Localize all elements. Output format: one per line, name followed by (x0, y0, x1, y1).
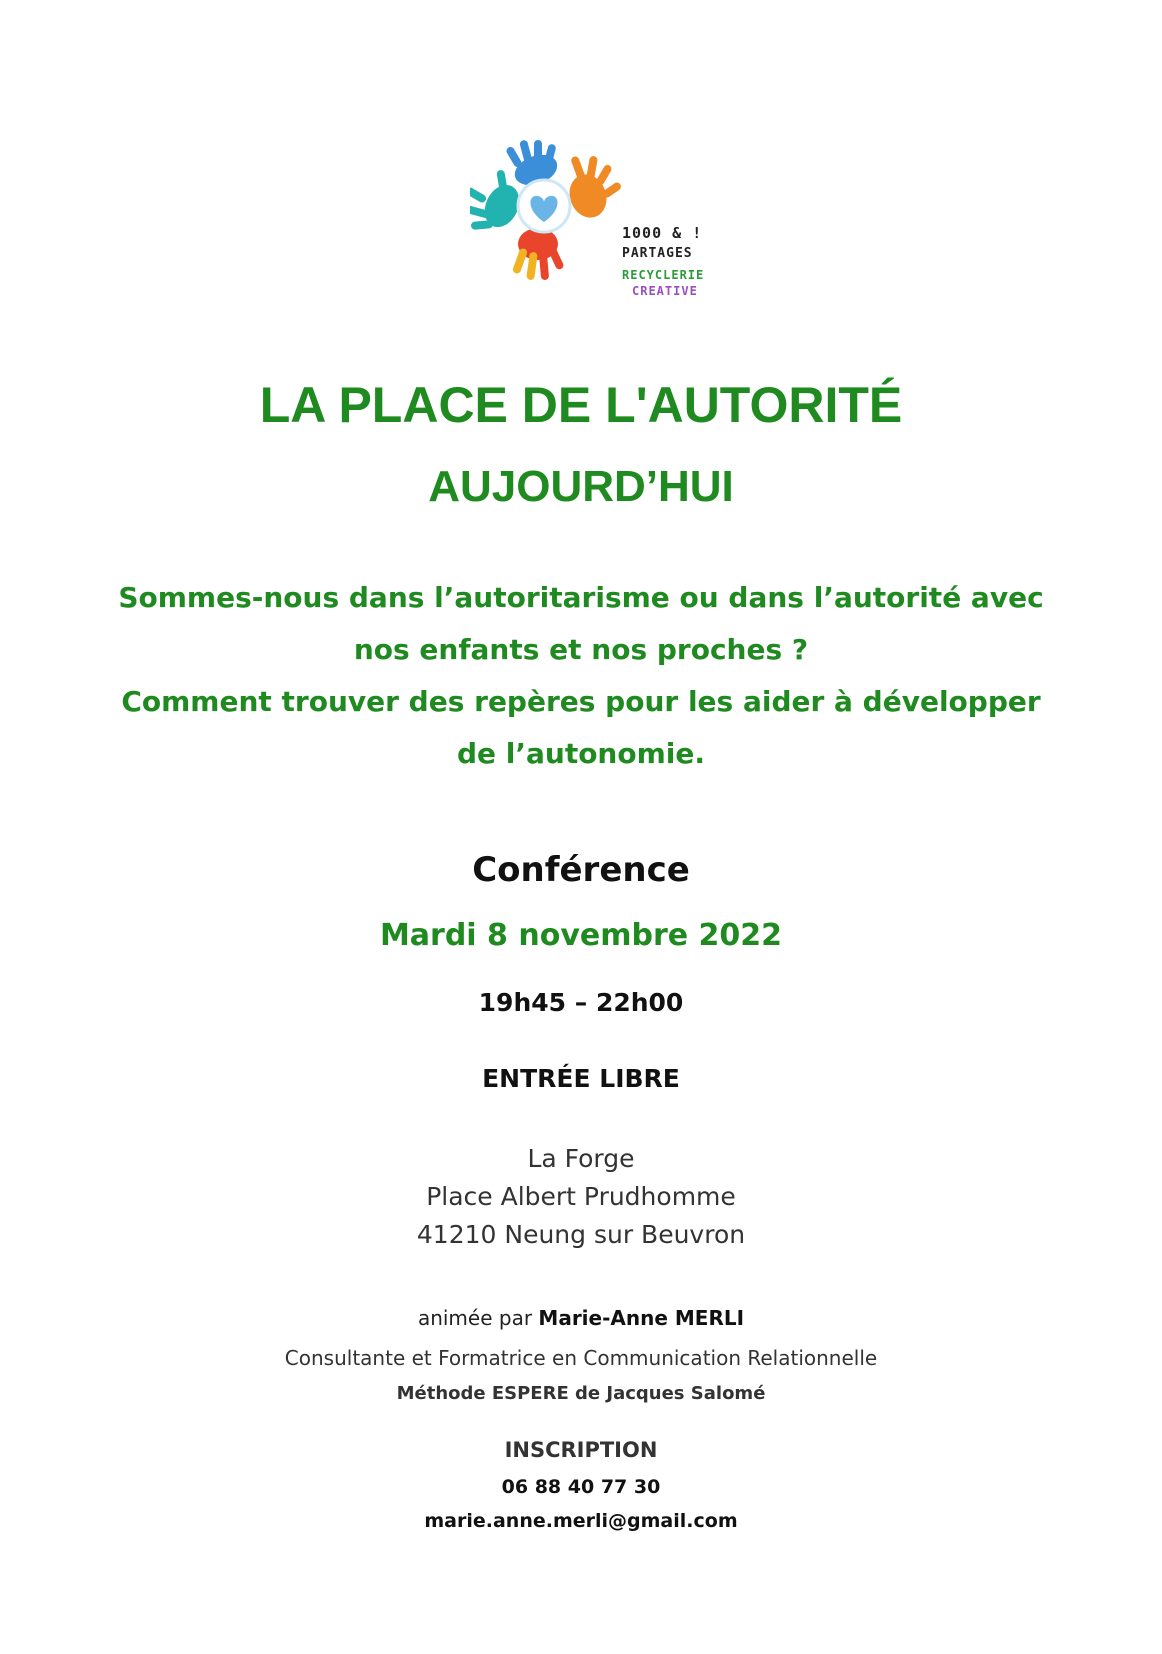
speaker-line (0, 1306, 1162, 1330)
question-line-4: de l’autonomie. (456, 737, 706, 770)
logo-line-1: 1000 & ! (622, 224, 703, 242)
address-street: Place Albert Prudhomme (426, 1182, 736, 1211)
red-hand-icon (512, 228, 565, 280)
poster-title-line-2: AUJOURD’HUI (428, 462, 734, 511)
registration-phone: 06 88 40 77 30 (501, 1476, 661, 1498)
logo-line-3: RECYCLERIE (622, 268, 705, 282)
speaker-method: Méthode ESPERE de Jacques Salomé (396, 1383, 766, 1404)
speaker-role: Consultante et Formatrice en Communication Relationnelle (284, 1346, 878, 1370)
question-line-3: Comment trouver des repères pour les aider à développer (121, 685, 1041, 718)
recyclerie-logo (470, 140, 740, 310)
hands-icon (470, 140, 630, 310)
speaker-name: Marie-Anne MERLI (538, 1306, 745, 1330)
question-line-2: nos enfants et nos proches ? (353, 633, 809, 666)
address-city: 41210 Neung sur Beuvron (416, 1220, 746, 1249)
address-venue: La Forge (527, 1144, 635, 1173)
registration-email: marie.anne.merli@gmail.com (424, 1510, 738, 1532)
event-date: Mardi 8 novembre 2022 (379, 918, 783, 953)
orange-hand-icon (564, 155, 623, 222)
event-type: Conférence (472, 850, 690, 890)
heart-icon (518, 180, 570, 232)
speaker-prefix: animée par (417, 1306, 533, 1330)
logo-line-4: CREATIVE (632, 284, 698, 298)
poster-title-line-1: LA PLACE DE L'AUTORITÉ (259, 377, 903, 433)
registration-label: INSCRIPTION (504, 1438, 658, 1462)
logo-line-2: PARTAGES (622, 246, 693, 261)
entry-free: ENTRÉE LIBRE (482, 1064, 680, 1093)
event-time: 19h45 – 22h00 (478, 988, 684, 1017)
question-line-1: Sommes-nous dans l’autoritarisme ou dans l’autorité avec (118, 581, 1044, 614)
